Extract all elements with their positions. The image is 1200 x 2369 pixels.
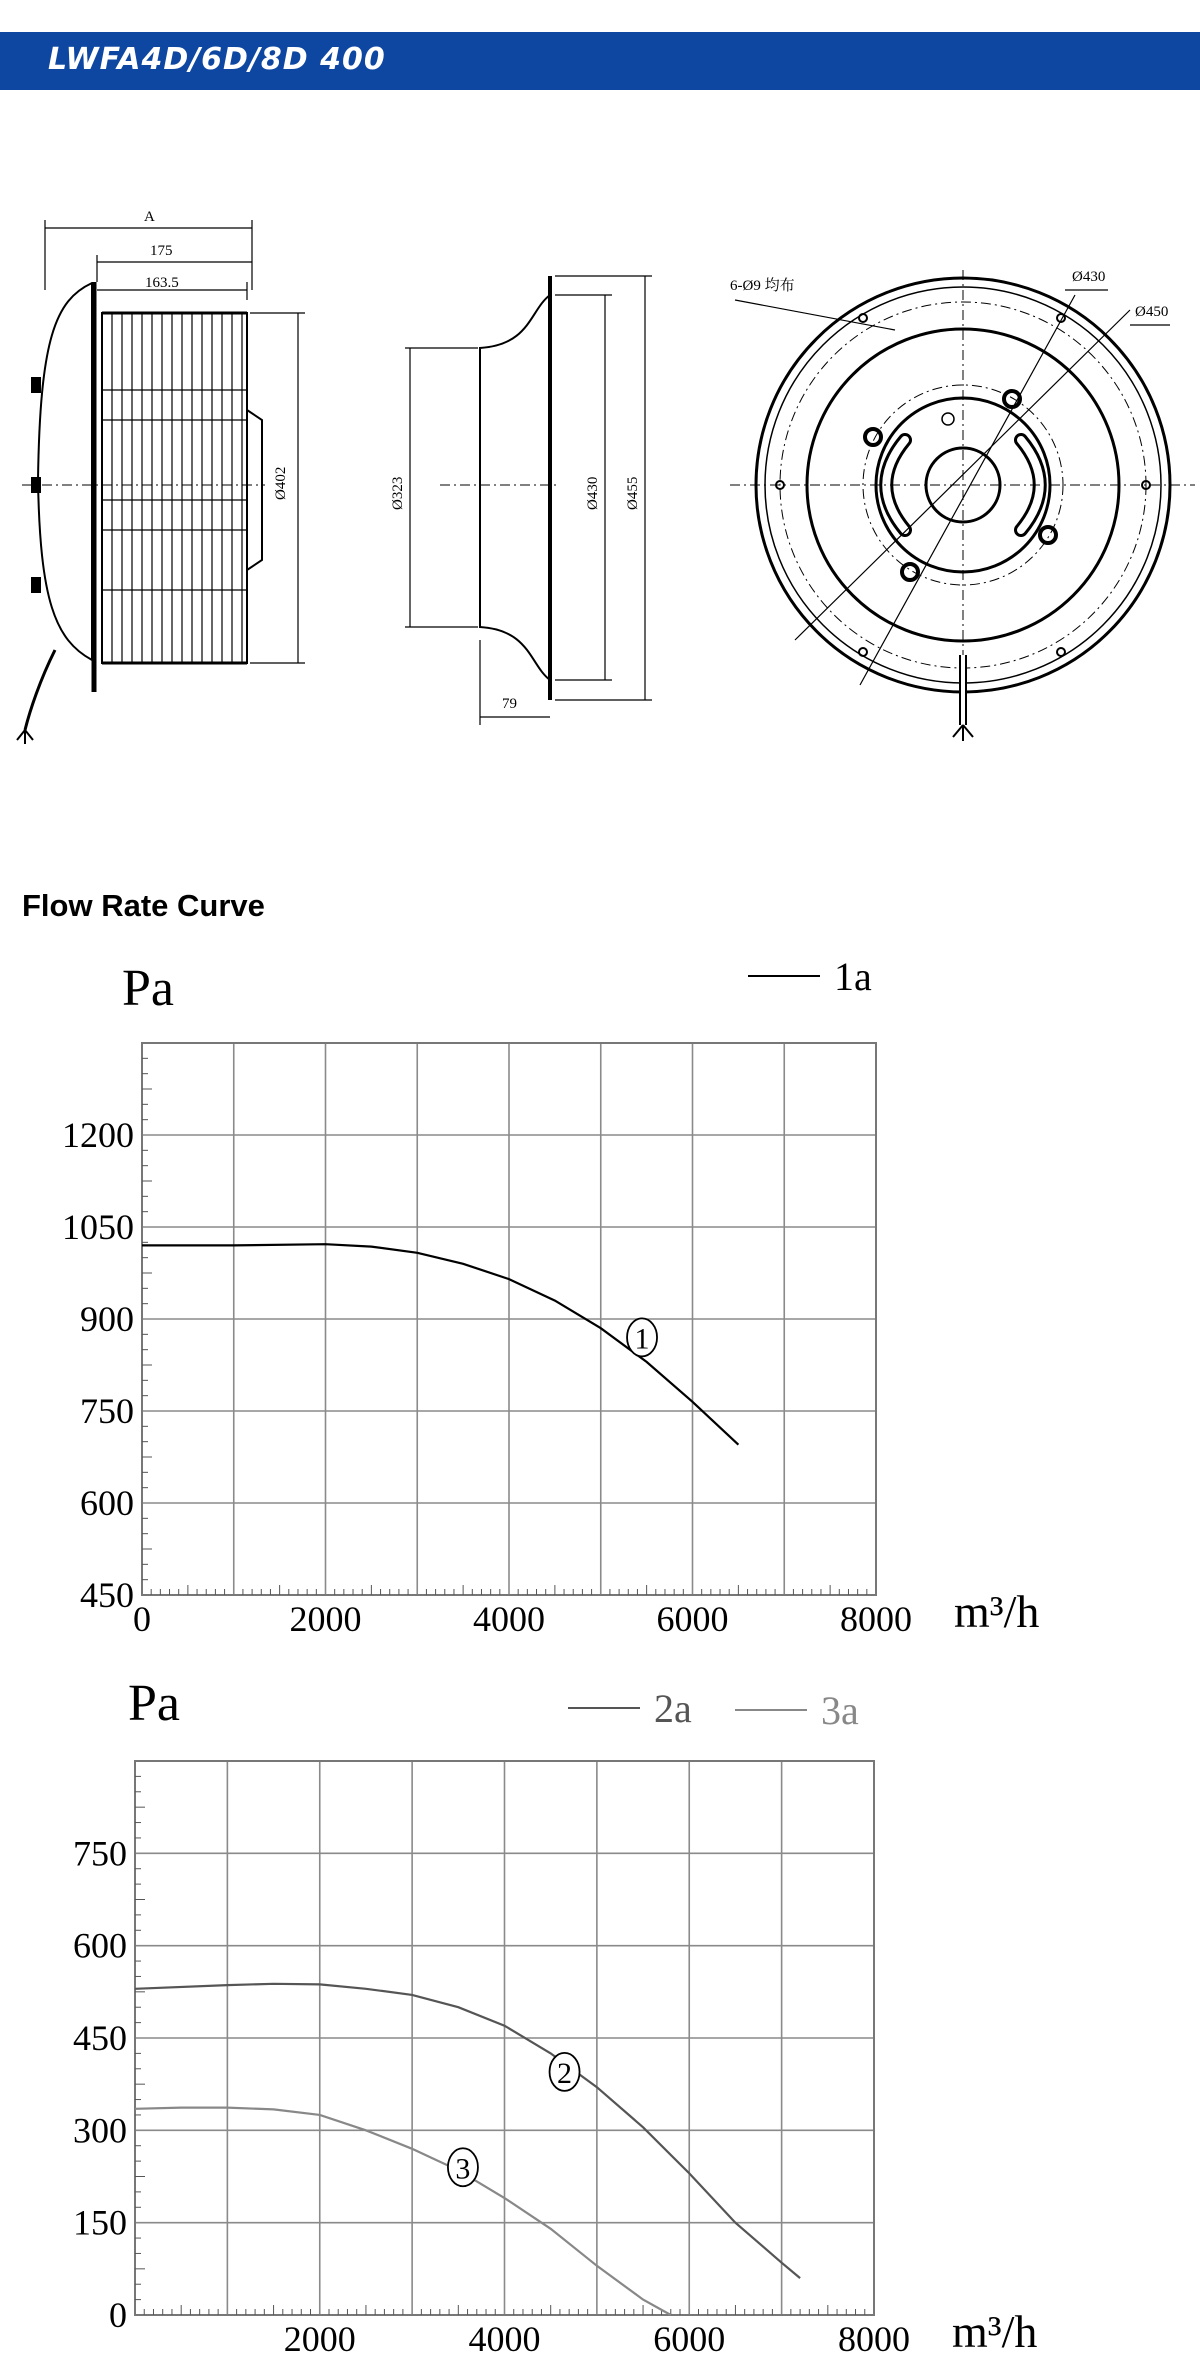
y-tick-label: 750 [73,1833,127,1874]
x-tick-label: 2000 [283,2319,356,2359]
dim-79-label: 79 [502,696,517,712]
y-tick-label: 900 [80,1299,134,1339]
x-tick-label: 6000 [656,1599,729,1639]
y-tick-label: 450 [73,2018,127,2058]
flow-rate-chart-1 [0,940,1200,1640]
y-tick-label: 600 [80,1483,134,1523]
x-axis-label: m³/h [952,2306,1038,2357]
y-axis-label: Pa [122,960,174,1017]
x-tick-label: 2000 [289,1599,362,1639]
curve-marker-number-3a: 3 [455,2152,471,2186]
y-axis-label: Pa [128,1675,180,1732]
header-bar [0,32,1200,90]
dim-d402-label: Ø402 [273,466,289,500]
x-tick-label: 4000 [468,2319,541,2359]
x-tick-label: 0 [133,1599,151,1639]
dim-front-d430-label: Ø430 [1072,269,1106,285]
y-tick-label: 750 [80,1391,134,1431]
flow-rate-chart-2 [0,1650,1200,2369]
x-axis-label: m³/h [954,1586,1040,1637]
legend-label-2a: 2a [654,1686,692,1731]
side-view-drawing [17,220,305,744]
dim-holes-label: 6-Ø9 均布 [730,278,795,294]
y-tick-label: 1050 [62,1207,134,1247]
x-tick-label: 8000 [840,1599,912,1639]
y-tick-label: 450 [80,1575,134,1615]
front-view-drawing [730,270,1195,741]
series-line-3a [135,2108,671,2315]
y-tick-label: 0 [109,2295,127,2335]
y-tick-label: 1200 [62,1115,134,1155]
technical-drawings [0,185,1200,765]
x-tick-label: 6000 [653,2319,726,2359]
dim-d323-label: Ø323 [390,476,406,510]
x-tick-label: 4000 [473,1599,545,1639]
dim-175-label: 175 [150,243,173,259]
dim-front-d450-label: Ø450 [1135,304,1169,320]
y-tick-label: 300 [73,2110,127,2151]
legend-label-1a: 1a [834,954,872,999]
page-title: LWFA4D/6D/8D 400 [48,42,386,77]
dim-d455-label: Ø455 [625,476,641,510]
y-tick-label: 150 [73,2202,127,2243]
legend-label-3a: 3a [821,1688,859,1733]
dim-163-5-label: 163.5 [145,275,179,291]
x-tick-label: 8000 [838,2319,910,2359]
curve-marker-number-2a: 2 [557,2056,573,2090]
section-title: Flow Rate Curve [22,888,265,923]
inlet-view-drawing [405,276,652,725]
curve-marker-number-1a: 1 [634,1322,650,1356]
y-tick-label: 600 [73,1925,127,1966]
dim-d430-label: Ø430 [585,476,601,510]
dim-a-label: A [144,209,155,225]
